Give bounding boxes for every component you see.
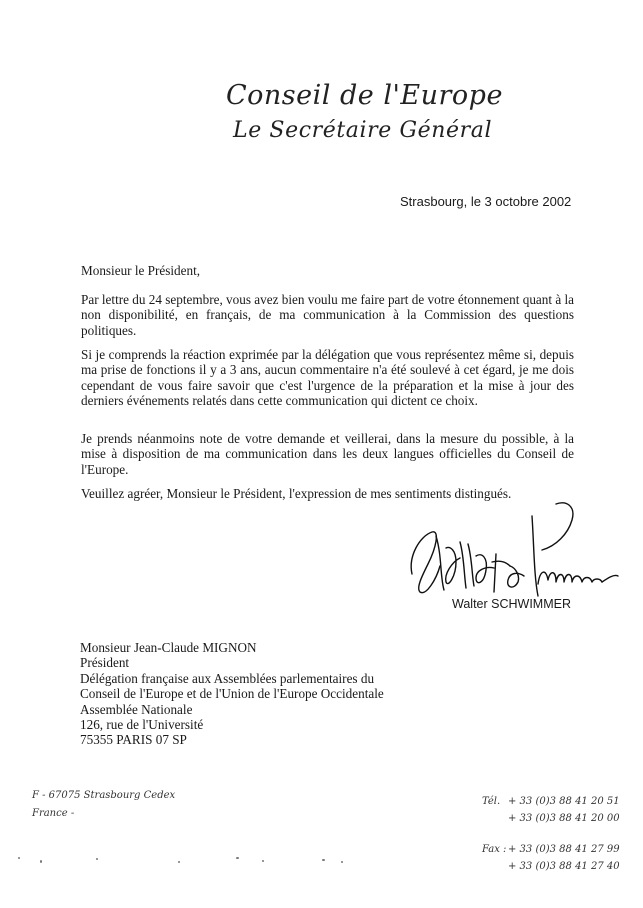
date-line: Strasbourg, le 3 octobre 2002 bbox=[400, 194, 572, 209]
footer-address bbox=[32, 787, 175, 823]
scan-speck bbox=[236, 857, 239, 859]
recipient-org-line-1: Délégation française aux Assemblées parlementaires du bbox=[80, 670, 375, 686]
recipient-name: Monsieur Jean-Claude MIGNON bbox=[80, 640, 257, 655]
recipient-title: Président bbox=[80, 655, 130, 671]
recipient-address-block bbox=[80, 640, 384, 748]
paragraph-3: Je prends néanmoins note de votre demande et veillerai, dans la mesure du possible, à la mise à disposition de ma communication dans les deux langues officielles du Conseil de l'Europe. bbox=[81, 431, 574, 477]
paragraph-2: Si je comprends la réaction exprimée par la délégation que vous représentez même si, depuis ma prise de fonctions il y a 3 ans, aucun commentaire n'a été soulevé à cet égard, je me dois cependant de vous faire savoir que c'est l'urgence de la préparation et la mise à jour des derniers événements relatés dans cette communication qui dictent ce choix. bbox=[81, 347, 574, 409]
scan-speck bbox=[262, 860, 264, 862]
fax-number-2: + 33 (0)3 88 41 27 40 bbox=[508, 861, 620, 872]
recipient-street: 126, rue de l'Université bbox=[80, 717, 204, 733]
recipient-org-line-2: Conseil de l'Europe et de l'Union de l'Europe Occidentale bbox=[80, 686, 384, 702]
signer-name: Walter SCHWIMMER bbox=[452, 597, 571, 611]
footer-address-line-2: France - bbox=[32, 808, 75, 819]
handwritten-signature bbox=[406, 496, 621, 606]
recipient-city: 75355 PARIS 07 SP bbox=[80, 732, 187, 748]
scan-speck bbox=[40, 860, 42, 863]
scan-speck bbox=[18, 857, 20, 859]
scan-speck bbox=[341, 861, 343, 863]
tel-number-2: + 33 (0)3 88 41 20 00 bbox=[508, 813, 620, 824]
footer-contacts bbox=[482, 793, 620, 875]
tel-label: Tél. bbox=[482, 796, 501, 807]
salutation: Monsieur le Président, bbox=[81, 263, 201, 278]
recipient-org-line-3: Assemblée Nationale bbox=[80, 701, 193, 717]
scan-speck bbox=[96, 858, 98, 860]
tel-number-1: + 33 (0)3 88 41 20 51 bbox=[508, 796, 620, 807]
scan-speck bbox=[178, 861, 180, 863]
scan-speck bbox=[322, 859, 325, 861]
letterhead-organization: Conseil de l'Europe bbox=[226, 80, 503, 111]
fax-label: Fax : bbox=[482, 844, 507, 855]
letterhead-office: Le Secrétaire Général bbox=[233, 118, 493, 143]
footer-address-line-1: F - 67075 Strasbourg Cedex bbox=[32, 790, 176, 801]
paragraph-1: Par lettre du 24 septembre, vous avez bien voulu me faire part de votre étonnement quant à la non disponibilité, en français, de ma communication à la Commission des questions politiques. bbox=[81, 292, 574, 338]
fax-number-1: + 33 (0)3 88 41 27 99 bbox=[508, 844, 620, 855]
closing-formula: Veuillez agréer, Monsieur le Président, l'expression de mes sentiments distingués. bbox=[81, 486, 512, 501]
